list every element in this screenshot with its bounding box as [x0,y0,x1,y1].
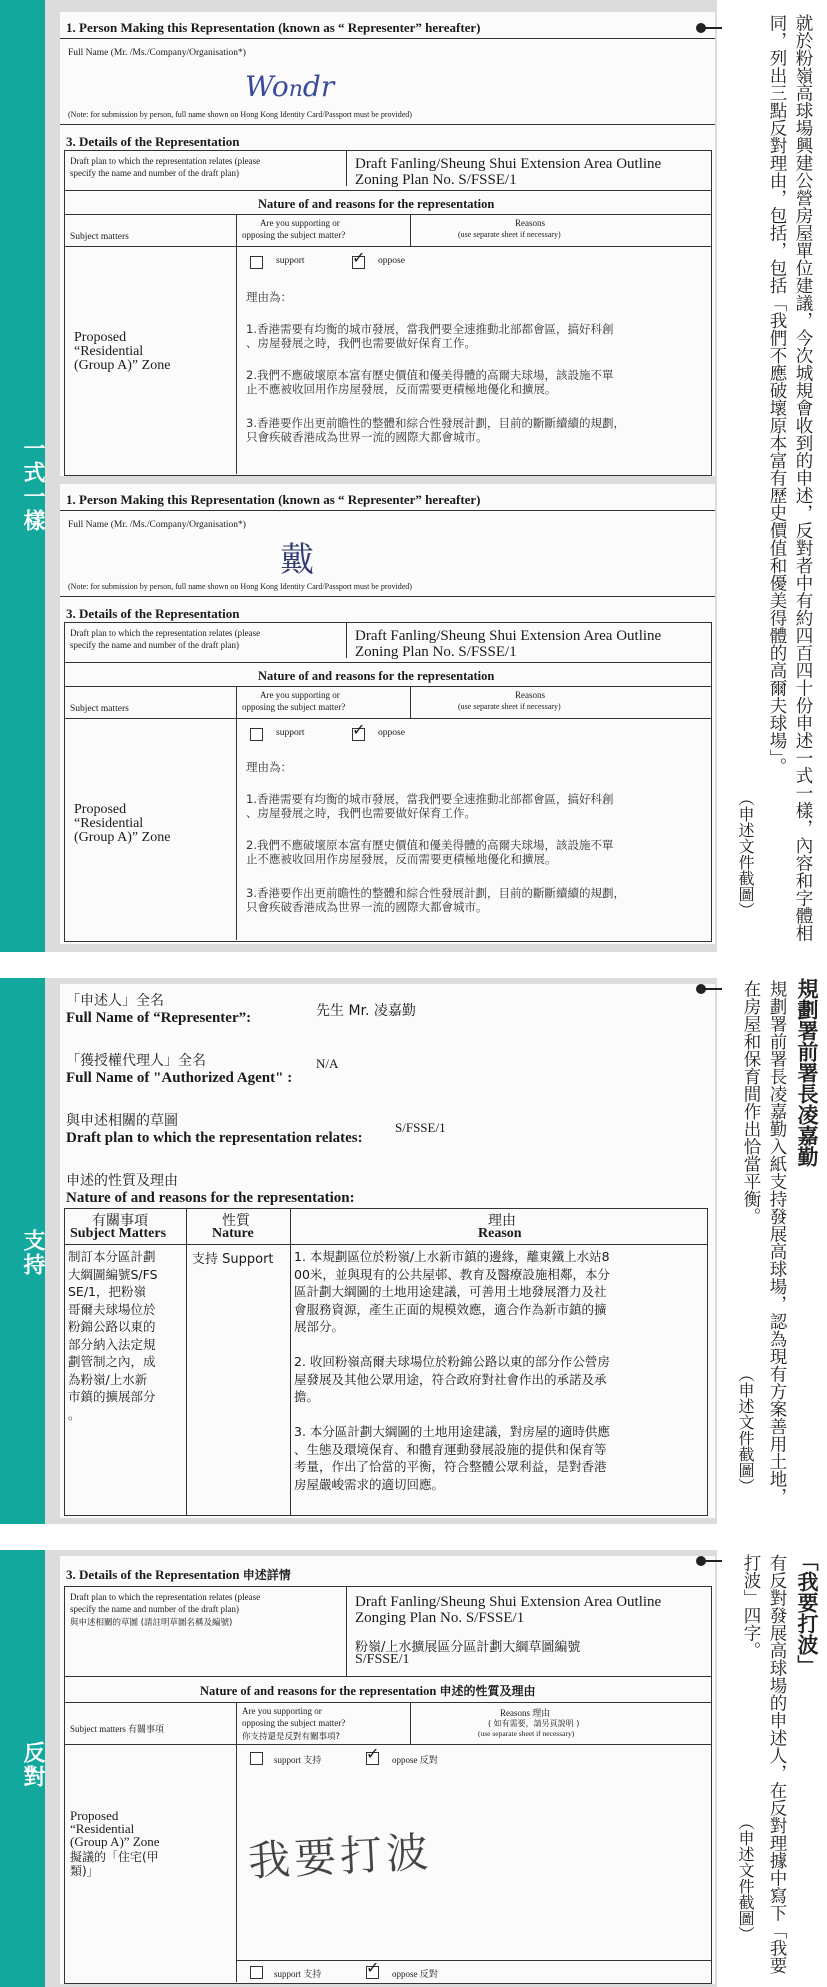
section-identical [0,0,827,952]
id-note: (Note: for submission by person, full name shown on Hong Kong Identity Card/Passport must be provided) [68,582,412,591]
nature-title: Nature of and reasons for the representation [258,197,495,211]
caption-quote: 「我要打波」 [795,1550,819,1676]
representer-value: 先生 Mr. 凌嘉勤 [316,1003,416,1019]
zone-label: Proposed [70,1808,119,1823]
reason-2: 2.我們不應破壞原本富有歷史價值和優美得體的高爾夫球場，該設施不單 [246,838,614,852]
section-tag-bar [0,1550,45,1987]
col-reason: Reason [478,1226,522,1241]
caption-pointer [700,1560,722,1562]
reason-3: 3.香港要作出更前瞻性的整體和綜合性發展計劃，目前的斷斷續續的規劃， [246,416,625,430]
oppose-label: oppose [378,728,405,738]
caption-source: （申述文件截圖） [736,1366,755,1494]
agent-label-zh: 「獲授權代理人」全名 [66,1053,206,1069]
representation-form-2: 1. Person Making this Representation (known as “ Representer” hereafter) Full Name (Mr. /Ms./Company/Organisation*) 戴 (Note: for submission by person, full name shown on Hong Kong Identity Card/Passport must be provided) 3. Details of the Representation Draft plan to which the representation relates (please specify the name and number of the draft plan) Draft Fanling/Sheung Shui Extension Area Outline Zoning Plan No. S/FSSE/1 Nature of and reasons for the representation Subject matters Are you supporting or opposing the subject matter? Reasons (use separate sheet if necessary) support ✓ oppose Proposed “Residential (Group A)” Zone 理由為： 1.香港需要有均衡的城市發展，當我們要全速推動北部都會區，搞好科創 、房屋發展之時，我們也需要做好保育工作。 2.我們不應破壞原本富有歷史價值和優美得體的高爾夫球場，該設施不單 止不應被收回用作房屋發展，反而需要更積極地優化和擴展。 3.香港要作出更前瞻性的整體和綜合性發展計劃，目前的斷斷續續的規劃， 只會疾破香港成為世界一流的國際大都會城市。 [60,484,715,944]
plan-label: Draft plan to which the representation relates: [66,1130,363,1146]
full-name-label: Full Name (Mr. /Ms./Company/Organisation*) [68,520,246,530]
zone-label: Proposed [74,330,127,345]
section-support [0,978,827,1524]
support-checkbox[interactable] [250,256,263,269]
draft-plan-value: Draft Fanling/Sheung Shui Extension Area Outline [355,156,662,172]
zone-label: Proposed [74,802,127,817]
draft-plan-label: Draft plan to which the representation relates (please [70,156,261,166]
support-label: support [276,256,305,266]
col-nature-zh: 性質 [222,1213,250,1229]
caption-source: （申述文件截圖） [736,790,755,918]
check-mark-icon: ✓ [366,1744,380,1763]
draft-plan-label: Draft plan to which the representation relates (please [70,1592,261,1602]
representation-form-1: 1. Person Making this Representation (known as “ Representer” hereafter) Full Name (Mr. /Ms./Company/Organisation*) Wondr (Note: for submission by person, full name shown on Hong Kong Identity Card/Passport must be provided) 3. Details of the Representation Draft plan to which the representation relates (please specify the name and number of the draft plan) Draft Fanling/Sheung Shui Extension Area Outline Zoning Plan No. S/FSSE/1 Nature of and reasons for the representation Subject matters Are you supporting or opposing the subject matter? Reasons (use separate sheet if necessary) support ✓ oppose Proposed “Residential (Group A)” Zone 理由為： 1.香港需要有均衡的城市發展，當我們要全速推動北部都會區，搞好科創 、房屋發展之時，我們也需要做好保育工作。 2.我們不應破壞原本富有歷史價值和優美得體的高爾夫球場，該設施不單 止不應被收回用作房屋發展，反而需要更積極地優化和擴展。 3.香港要作出更前瞻性的整體和綜合性發展計劃，目前的斷斷續續的規劃， 只會疾破香港成為世界一流的國際大都會城市。 [60,12,715,476]
caption-pointer [700,988,722,990]
caption-support: 規劃署前署長凌嘉勤入紙支持發展高球場，認為現有方案善用土地，在房屋和保育間作出恰當平衡。 [741,980,787,1505]
support-label-2: support 支持 [274,1969,322,1980]
subject-matters-header: Subject matters [70,704,129,714]
nature-title: Nature of and reasons for the representation [258,669,495,683]
section-oppose [0,1550,827,1987]
oppose-label: oppose 反對 [392,1755,438,1766]
support-label: support [276,728,305,738]
support-checkbox[interactable] [250,728,263,741]
section-tag-bar [0,0,45,952]
caption-source: （申述文件截圖） [736,1814,755,1942]
draft-plan-value: Draft Fanling/Sheung Shui Extension Area Outline [355,628,662,644]
reason-intro: 理由為： [246,290,292,304]
reasons-header: Reasons 理由 [500,1708,551,1719]
section1-title: 1. Person Making this Representation (known as “ Representer” hereafter) [66,492,481,507]
draft-plan-value: Draft Fanling/Sheung Shui Extension Area Outline [355,1594,662,1610]
reason-2: 2.我們不應破壞原本富有歷史價值和優美得體的高爾夫球場，該設施不單 [246,368,614,382]
support-label: support 支持 [274,1755,322,1766]
section-tag: 一式一樣 [20,437,45,533]
reason-3: 3.香港要作出更前瞻性的整體和綜合性發展計劃，目前的斷斷續續的規劃， [246,886,625,900]
nature-label: Nature of and reasons for the representation: [66,1190,355,1206]
representer-label-zh: 「申述人」全名 [66,993,164,1009]
reasons-header: Reasons [515,690,545,700]
agent-value: N/A [316,1056,339,1071]
caption-identical: 就於粉嶺高球場興建公營房屋單位建議，今次城規會收到的申述，反對者中有約四百四十份申述一式一樣，內容和字體相同，列出三點反對理由，包括，包括「我們不應破壞原本富有歷史價值和優美得體的高爾夫球場」。 [767,14,813,942]
handwritten-signature: Wondr [245,70,335,103]
oppose-label: oppose [378,256,405,266]
col-subject: Subject Matters [70,1226,167,1241]
oppose-label-2: oppose 反對 [392,1969,438,1980]
section-tag: 支持 [20,1229,45,1277]
reason-intro: 理由為： [246,760,292,774]
check-mark-icon: ✓ [352,720,366,739]
support-form [60,984,715,1518]
subject-matters-header: Subject matters [70,232,129,242]
section-tag: 反對 [20,1741,45,1789]
support-checkbox-2[interactable] [250,1966,263,1979]
representer-label: Full Name of “Representer”: [66,1010,252,1026]
subject-matters-header: Subject matters 有關事項 [70,1724,165,1735]
reasons-header: Reasons [515,218,545,228]
handwritten-reason: 我要打波 [246,1827,434,1886]
subject-cell: 制訂本分區計劃 大綱圖編號S/FS SE/1，把粉嶺 哥爾夫球場位於 粉錦公路以東的 部分納入法定規 劃管制之內，成 為粉嶺/上水新 市鎮的擴展部分 。 [68,1249,158,1422]
caption-oppose: 有反對發展高球場的申述人，在反對理據中寫下「我要打波」四字。 [741,1554,787,1974]
plan-value: S/FSSE/1 [395,1120,446,1135]
plan-label-zh: 與申述相關的草圖 [66,1113,178,1129]
nature-value: 支持 Support [192,1252,274,1267]
agent-label: Full Name of "Authorized Agent" : [66,1070,293,1086]
section3-title: 3. Details of the Representation 申述詳情 [66,1567,291,1582]
col-nature: Nature [212,1226,254,1241]
section1-title: 1. Person Making this Representation (known as “ Representer” hereafter) [66,20,481,35]
caption-pointer [700,27,722,29]
check-mark-icon: ✓ [366,1958,380,1977]
col-subject-zh: 有關事項 [92,1213,148,1229]
id-note: (Note: for submission by person, full name shown on Hong Kong Identity Card/Passport must be provided) [68,110,412,119]
nature-title: Nature of and reasons for the representation 申述的性質及理由 [200,1684,536,1698]
nature-label-zh: 申述的性質及理由 [66,1173,178,1189]
reason-1: 1.香港需要有均衡的城市發展，當我們要全速推動北部都會區，搞好科創 [246,792,614,806]
caption-official-name: 規劃署前署長凌嘉勤 [795,978,819,1167]
check-mark-icon: ✓ [352,248,366,267]
col-reason-zh: 理由 [488,1213,516,1229]
reason-cell: 1. 本規劃區位於粉嶺/上水新市鎮的邊緣，離東鐵上水站8 00米，並與現有的公共屋邨、教育及醫療設施相鄰，本分 區計劃大綱圖的土地用途建議，可善用土地發展潛力及社 會服務資源，產生正面的規模效應，適合作為新市鎮的擴 展部分。 2. 收回粉嶺高爾夫球場位於粉錦公路以東的部分作公營房 屋發展及其他公眾用途，符合政府對社會作出的承諾及承 擔。 3. 本分區計劃大綱圖的土地用途建議，對房屋的適時供應 、生態及環境保育、和體育運動發展設施的提供和保育等 考量，作出了恰當的平衡，符合整體公眾利益，是對香港 房屋嚴峻需求的適切回應。 [294,1249,610,1492]
full-name-label: Full Name (Mr. /Ms./Company/Organisation*) [68,48,246,58]
section3-title: 3. Details of the Representation [66,134,240,149]
reason-1: 1.香港需要有均衡的城市發展，當我們要全速推動北部都會區，搞好科創 [246,322,614,336]
section3-title: 3. Details of the Representation [66,606,240,621]
draft-plan-label: Draft plan to which the representation relates (please [70,628,261,638]
support-checkbox[interactable] [250,1752,263,1765]
section-tag-bar [0,978,45,1524]
oppose-form: 3. Details of the Representation 申述詳情 Draft plan to which the representation relates (please specify the name and number of the draft plan) 與申述相關的草圖 (請註明草圖名稱及編號) Draft Fanling/Sheung Shui Extension Area Outline Zonging Plan No. S/FSSE/1 粉嶺/上水擴展區分區計劃大綱草圖編號 S/FSSE/1 Nature of and reasons for the representation 申述的性質及理由 Subject matters 有關事項 Are you supporting or opposing the subject matter? 你支持還是反對有關事項? Reasons 理由 ( 如有需要，請另頁說明 ) (use separate sheet if necessary) support 支持 ✓ oppose 反對 Proposed “Residential (Group A)” Zone 擬議的「住宅(甲 類)」 我要打波 support 支持 ✓ oppose 反對 [60,1556,715,1984]
handwritten-signature: 戴 [280,540,314,580]
